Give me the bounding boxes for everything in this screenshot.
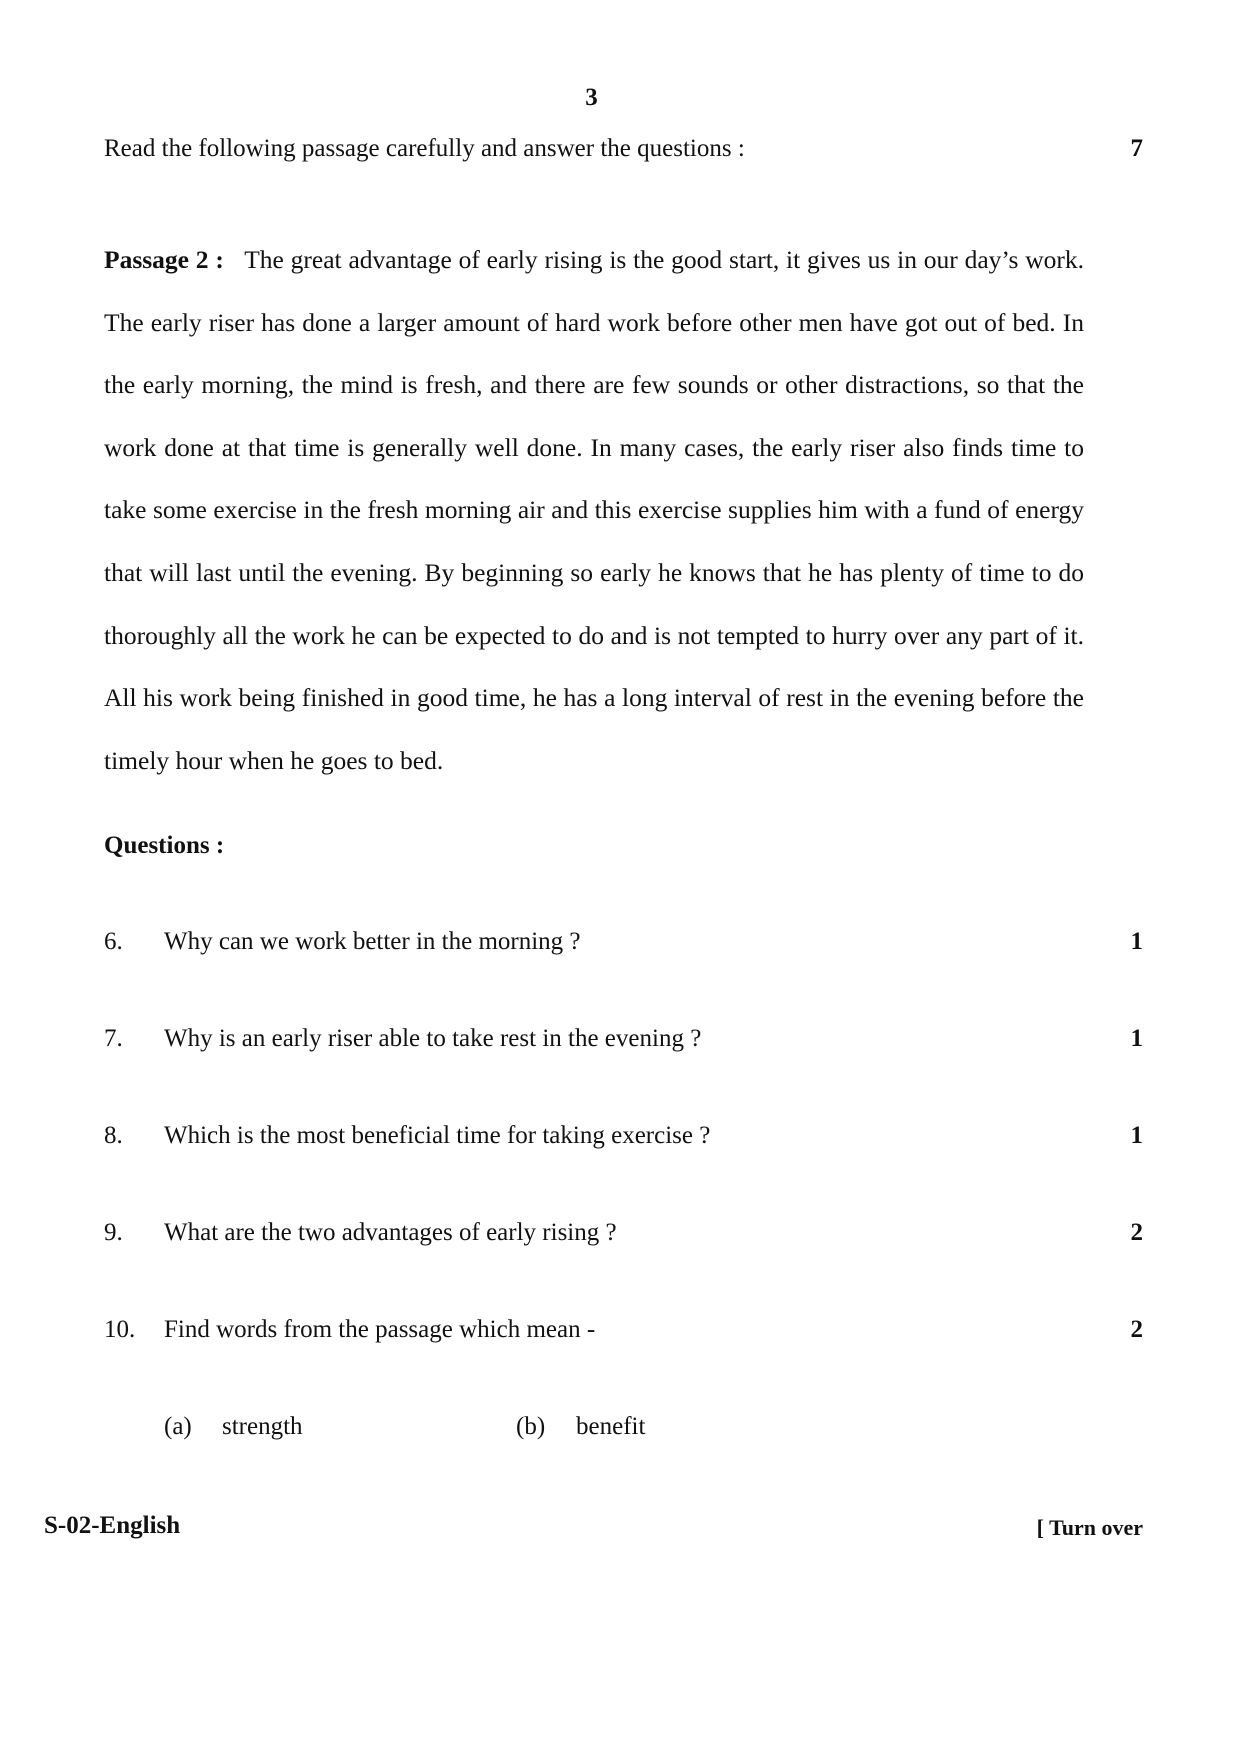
question-number: 7. [104, 1025, 123, 1052]
option-word: strength [222, 1413, 303, 1440]
page-number: 3 [585, 84, 598, 111]
question-marks: 1 [1130, 1025, 1143, 1052]
instruction-marks: 7 [1130, 135, 1143, 162]
question-text: Why can we work better in the morning ? [164, 928, 581, 955]
option-label: (a) [164, 1413, 192, 1440]
question-marks: 2 [1130, 1219, 1143, 1246]
question-marks: 1 [1130, 1122, 1143, 1149]
passage-paragraph [104, 229, 1084, 792]
question-number: 10. [104, 1316, 136, 1343]
instruction-text: Read the following passage carefully and answer the questions : [104, 135, 745, 162]
question-number: 8. [104, 1122, 123, 1149]
option-word: benefit [576, 1413, 646, 1440]
option-label: (b) [516, 1413, 546, 1440]
question-text: Which is the most beneficial time for taking exercise ? [164, 1122, 711, 1149]
questions-heading: Questions : [104, 832, 225, 859]
question-text: Why is an early riser able to take rest in the evening ? [164, 1025, 702, 1052]
question-marks: 1 [1130, 928, 1143, 955]
question-number: 9. [104, 1219, 123, 1246]
passage-text: The great advantage of early rising is the good start, it gives us in our day’s work. The early riser has done a larger amount of hard work before other men have got out of bed. In the early morning, the mind is fresh, and there are few sounds or other distractions, so that the work done at that time is generally well done. In many cases, the early riser also finds time to take some exercise in the fresh morning air and this exercise supplies him with a fund of energy that will last until the evening. By beginning so early he knows that he has plenty of time to do thoroughly all the work he can be expected to do and is not tempted to hurry over any part of it. All his work being finished in good time, he has a long interval of rest in the evening before the timely hour when he goes to bed. [104, 245, 1085, 775]
question-number: 6. [104, 928, 123, 955]
question-marks: 2 [1130, 1316, 1143, 1343]
question-text: Find words from the passage which mean - [164, 1316, 596, 1343]
question-text: What are the two advantages of early rising ? [164, 1219, 617, 1246]
footer-paper-code: S-02-English [44, 1512, 181, 1539]
footer-turn-over: [ Turn over [1036, 1515, 1143, 1540]
passage-label: Passage 2 : [104, 245, 224, 274]
